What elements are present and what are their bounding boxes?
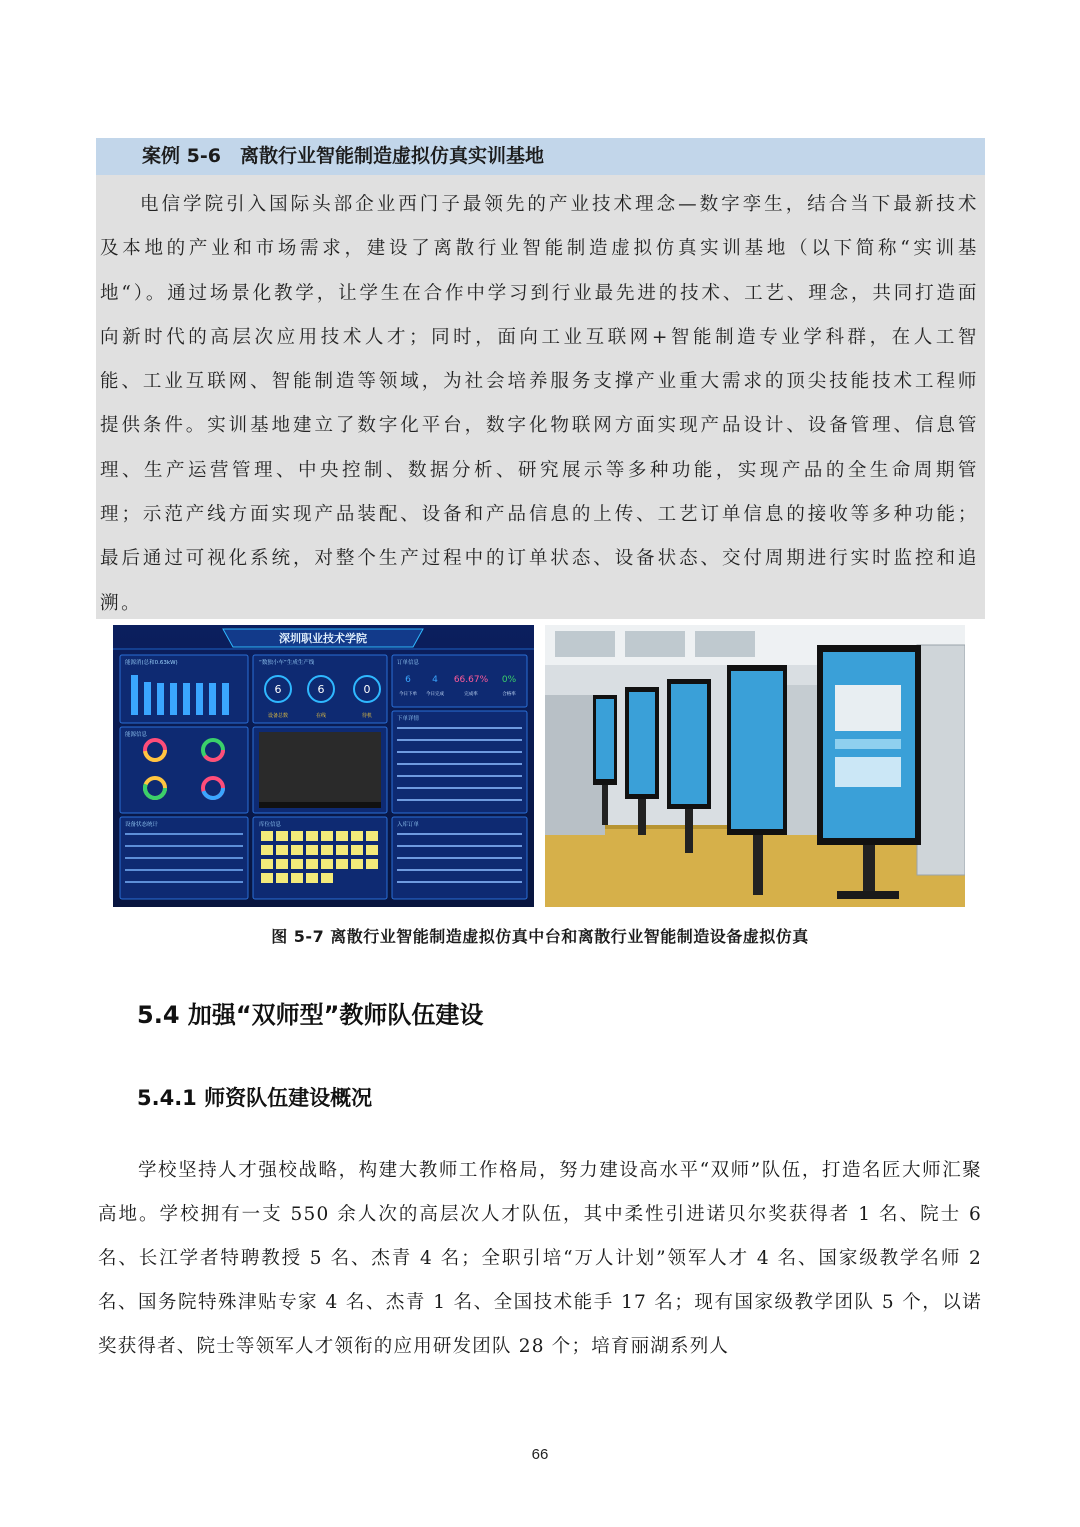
case-paragraph: 电信学院引入国际头部企业西门子最领先的产业技术理念—数字孪生，结合当下最新技术及本地的产业和市场需求，建设了离散行业智能制造虚拟仿真实训基地（以下简称“实训基地“）。通过场景化教学，让学生在合作中学习到行业最先进的技术、工艺、理念，共同打造面向新时代的高层次应用技术人才；同时，面向工业互联网+智能制造专业学科群，在人工智能、工业互联网、智能制造等领域，为社会培养服务支撑产业重大需求的顶尖技能技术工程师提供条件。实训基地建立了数字化平台，数字化物联网方面实现产品设计、设备管理、信息管理、生产运营管理、中央控制、数据分析、研究展示等多种功能，实现产品的全生命周期管理；示范产线方面实现产品装配、设备和产品信息的上传、工艺订单信息的接收等多种功能；最后通过可视化系统，对整个生产过程中的订单状态、设备状态、交付周期进行实时监控和追溯。 — [100, 194, 979, 614]
orders-rate-label: 完成率 — [464, 692, 478, 697]
case-header: 案例 5-6 离散行业智能制造虚拟仿真实训基地 — [96, 138, 985, 175]
orders-pass-value: 0% — [501, 675, 517, 685]
case-body — [96, 175, 985, 619]
figure-caption: 图 5-7 离散行业智能制造虚拟仿真中台和离散行业智能制造设备虚拟仿真 — [271, 927, 809, 946]
dashboard-title: 深圳职业技术学院 — [279, 632, 367, 645]
orders-done-label: 今日完成 — [426, 692, 444, 697]
equipment-photo — [545, 625, 965, 907]
kiosk-scene — [545, 625, 965, 907]
orders-title: 订单信息 — [397, 660, 420, 666]
status-panel-title: 设备状态统计 — [125, 822, 159, 828]
orders-done-value: 4 — [432, 675, 438, 685]
gauge-devices-label: 设备总数 — [267, 713, 289, 719]
gauge-offline-label: 待机 — [361, 713, 373, 719]
section-body — [98, 1149, 982, 1369]
gauge-online-label: 在线 — [315, 713, 327, 719]
inbound-title: 入库订单 — [397, 822, 420, 828]
resource-panel-title: 能源信息 — [125, 732, 148, 738]
orders-rate-value: 66.67% — [453, 675, 489, 685]
energy-panel-title: 能源消(总和0.63kW) — [125, 660, 178, 666]
orders-today-label: 今日下单 — [399, 692, 417, 697]
gauge-offline-value: 0 — [363, 683, 371, 696]
orders-pass-label: 合格率 — [502, 692, 516, 697]
page-number: 66 — [531, 1446, 549, 1463]
order-list-title: 下单详情 — [397, 716, 420, 722]
orders-today-value: 6 — [405, 675, 411, 685]
subsection-heading: 5.4.1 师资队伍建设概况 — [137, 1086, 373, 1110]
section-paragraph: 学校坚持人才强校战略，构建大教师工作格局，努力建设高水平“双师”队伍，打造名匠大师汇聚高地。学校拥有一支 550 余人次的高层次人才队伍，其中柔性引进诺贝尔奖获得者 1 名、院士 6 名、长江学者特聘教授 5 名、杰青 4 名；全职引培“万人计划”领军人才 4 名、国家级教学名师 2 名、国务院特殊津贴专家 4 名、杰青 1 名、全国技术能手 17 名；现有国家级教学团队 5 个，以诺奖获得者、院士等领军人才领衔的应用研发团队 28 个；培育丽湖系列人 — [98, 1160, 982, 1357]
gauge-online-value: 6 — [317, 683, 325, 696]
dashboard-photo — [113, 625, 534, 907]
line-panel-title: “数独小车”生成生产线 — [259, 660, 315, 666]
dashboard-screen — [113, 625, 534, 907]
section-heading: 5.4 加强“双师型”教师队伍建设 — [137, 1001, 484, 1029]
video-area — [259, 732, 381, 802]
inventory-title: 库位信息 — [259, 822, 282, 828]
gauge-devices-value: 6 — [274, 683, 282, 696]
